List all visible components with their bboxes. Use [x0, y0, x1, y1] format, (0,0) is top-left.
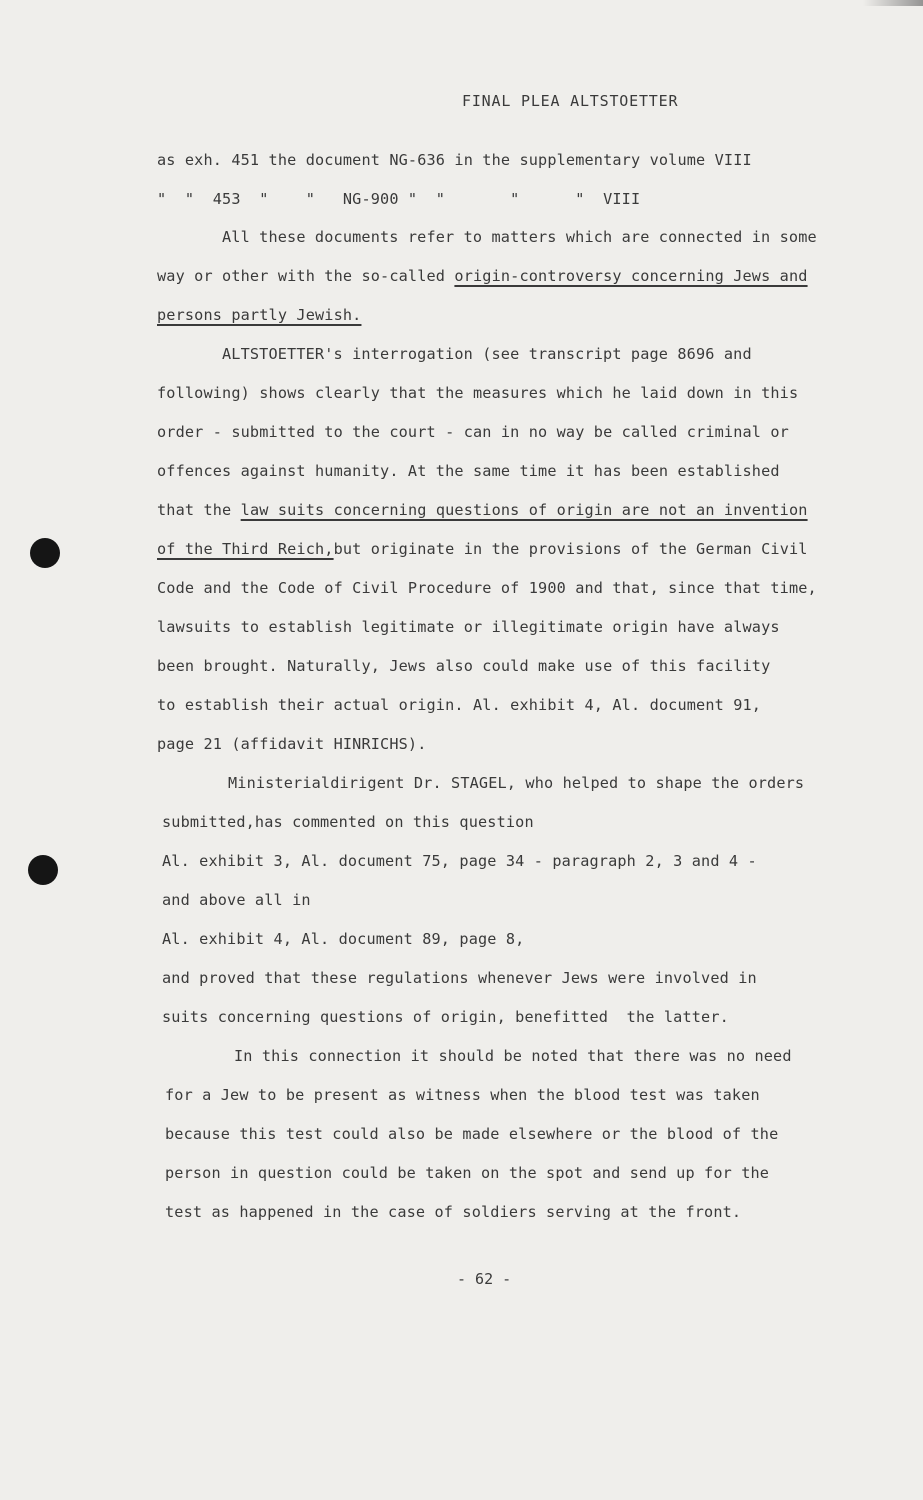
- paragraph-4-line-1: In this connection it should be noted that there was no need: [234, 1047, 792, 1065]
- paragraph-2-line-3: order - submitted to the court - can in no way be called criminal or: [157, 423, 789, 441]
- paragraph-3-line-4: and above all in: [162, 891, 311, 909]
- paragraph-4-line-3: because this test could also be made elsewhere or the blood of the: [165, 1125, 779, 1143]
- paragraph-2-line-4: offences against humanity. At the same time it has been established: [157, 462, 780, 480]
- paragraph-2-line-8: lawsuits to establish legitimate or illegitimate origin have always: [157, 618, 780, 636]
- corner-scan-mark: [863, 0, 923, 6]
- underlined-persons-partly-jewish: persons partly Jewish.: [157, 306, 362, 324]
- paragraph-3-line-5: Al. exhibit 4, Al. document 89, page 8,: [162, 930, 525, 948]
- paragraph-1-line-1: All these documents refer to matters which are connected in some: [222, 228, 817, 246]
- paragraph-2-line-9: been brought. Naturally, Jews also could make use of this facility: [157, 657, 771, 675]
- paragraph-2-line-5-text: that the: [157, 501, 241, 519]
- paragraph-2-line-1: ALTSTOETTER's interrogation (see transcript page 8696 and: [222, 345, 752, 363]
- paragraph-3-line-1: Ministerialdirigent Dr. STAGEL, who helped to shape the orders: [228, 774, 805, 792]
- underlined-origin-controversy: origin-controversy concerning Jews and: [454, 267, 808, 285]
- paragraph-2-line-6: [157, 539, 808, 559]
- paragraph-2-line-10: to establish their actual origin. Al. exhibit 4, Al. document 91,: [157, 696, 762, 714]
- page-header: FINAL PLEA ALTSTOETTER: [462, 92, 679, 110]
- paragraph-2-line-11: page 21 (affidavit HINRICHS).: [157, 735, 427, 753]
- paragraph-2-line-5: [157, 500, 808, 520]
- punch-hole-top: [30, 538, 60, 568]
- paragraph-4-line-4: person in question could be taken on the spot and send up for the: [165, 1164, 770, 1182]
- reference-line-1: as exh. 451 the document NG-636 in the supplementary volume VIII: [157, 151, 752, 169]
- page-number: - 62 -: [457, 1270, 512, 1288]
- paragraph-2-line-7: Code and the Code of Civil Procedure of 1900 and that, since that time,: [157, 579, 817, 597]
- paragraph-4-line-2: for a Jew to be present as witness when the blood test was taken: [165, 1086, 760, 1104]
- punch-hole-bottom: [28, 855, 58, 885]
- underlined-law-suits: law suits concerning questions of origin are not an invention: [240, 501, 808, 519]
- reference-line-2: " " 453 " " NG-900 " " " " VIII: [157, 190, 641, 208]
- paragraph-2-line-2: following) shows clearly that the measures which he laid down in this: [157, 384, 799, 402]
- paragraph-1-line-2: [157, 266, 808, 286]
- paragraph-3-line-6: and proved that these regulations whenever Jews were involved in: [162, 969, 757, 987]
- paragraph-4-line-5: test as happened in the case of soldiers serving at the front.: [165, 1203, 742, 1221]
- paragraph-3-line-3: Al. exhibit 3, Al. document 75, page 34 - paragraph 2, 3 and 4 -: [162, 852, 757, 870]
- paragraph-3-line-2: submitted,has commented on this question: [162, 813, 534, 831]
- paragraph-1-line-2-text: way or other with the so-called: [157, 267, 455, 285]
- underlined-third-reich: of the Third Reich,: [157, 540, 334, 558]
- paragraph-3-line-7: suits concerning questions of origin, benefitted the latter.: [162, 1008, 729, 1026]
- paragraph-2-line-6-text: but originate in the provisions of the German Civil: [333, 540, 808, 558]
